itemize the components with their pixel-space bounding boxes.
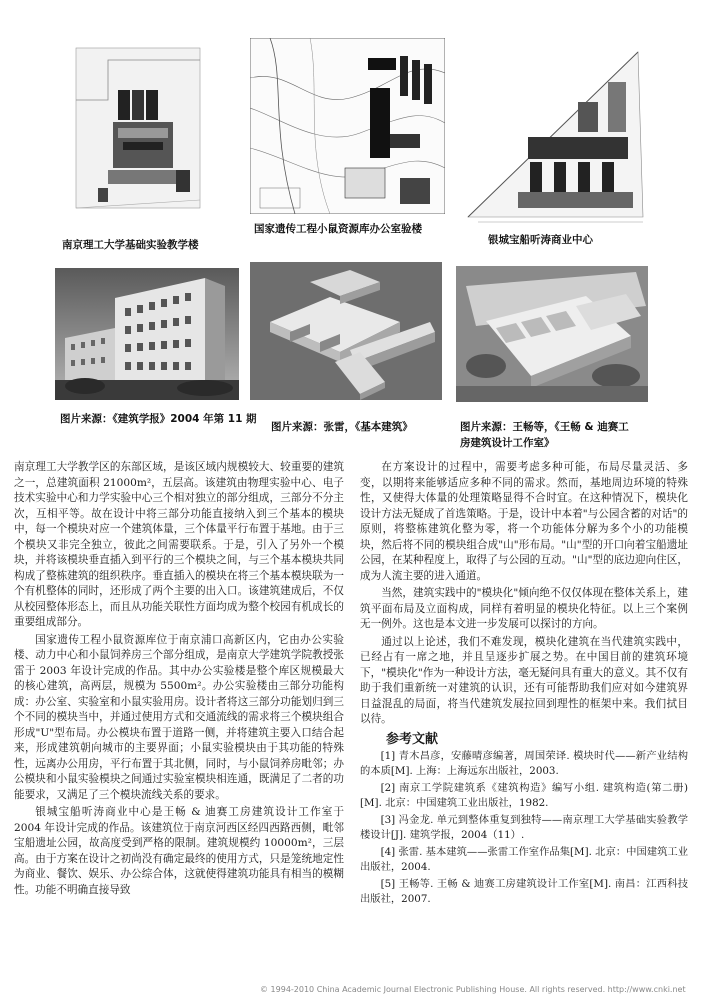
figure-4-caption: 图片来源：《建筑学报》2004 年第 11 期 (60, 413, 257, 425)
paragraph: 国家遗传工程小鼠资源库位于南京浦口高新区内，它由办公实验楼、动力中心和小鼠饲养房三个部分组成，是南京大学建筑学院教授张雷于 2003 年设计完成的作品。其中办公实验楼是整个库区规模最大的核心建筑，高两层，规模为 5500m²。办公实验楼由三部分功能构成：办公室、实验室和小鼠实验用房。设计者将这三部分功能划归到三个不同的模块当中，并通过使用方式和交通流线的需求将三个模块组合形成"U"型布局。办公模块布置于道路一侧，并将建筑主要入口结合起来，形成建筑朝向城市的主要界面；小鼠实验模块由于其功能的特殊性，远离办公用房，平行布置于其北侧，同时，与小鼠饲养房毗邻；办公模块和小鼠实验模块之间通过实验室模块相连通，既满足了二者的功能要求，又满足了三个模块流线关系的要求。 (14, 633, 344, 801)
reference-item: [5] 王畅等. 王畅 & 迪赛工房建筑设计工作室[M]. 南昌：江西科技出版社，2007. (360, 878, 688, 905)
figure-5-caption: 图片来源：张雷，《基本建筑》 (271, 421, 413, 433)
figure-3-site-plan (458, 42, 648, 227)
left-text-column (14, 460, 344, 898)
figure-5-model-photo (250, 262, 442, 400)
paragraph: 南京理工大学教学区的东部区域，是该区域内规模较大、较重要的建筑之一，总建筑面积 21000m²，五层高。该建筑由物理实验中心、电子技术实验中心和力学实验中心三个相对独立的部分组成，三部分不分主次，互相平等。故在设计中将三部分功能直接纳入到三个基本的模块中，每一个模块对应一个建筑体量，三个体量平行布置于基地。由于三个模块又非完全独立，彼此之间需要联系。于是，引入了另外一个模块，并将该模块垂直插入到平行的三个模块之间，与三个基本模块共同构成了整栋建筑的组织秩序。垂直插入的模块在将三个基本模块联为一个有机整体的同时，还形成了两个主要的出入口。该建筑建成后，不仅从校园整体形态上，而且从功能关联性方面均成为整个校园有机成长的重要组成部分。 (14, 461, 344, 628)
reference-item: [3] 冯金龙. 单元到整体重复到独特——南京理工大学基础实验教学楼设计[J]. 建筑学报，2004（11）. (360, 814, 688, 841)
right-text-column (360, 460, 688, 907)
figure-6-caption-line2: 房建筑设计工作室》 (460, 437, 555, 449)
figure-2-caption: 国家遗传工程小鼠资源库办公室验楼 (254, 223, 422, 235)
figure-6-caption-line1: 图片来源：王畅等，《王畅 & 迪赛工 (460, 421, 629, 433)
reference-item: [1] 青木昌彦，安藤晴彦编著，周国荣译. 模块时代——新产业结构的本质[M]. 上海：上海远东出版社，2003. (360, 750, 688, 777)
reference-item: [4] 张雷. 基本建筑——张雷工作室作品集[M]. 北京：中国建筑工业出版社，2004. (360, 846, 688, 873)
paragraph: 在方案设计的过程中，需要考虑多种可能，布局尽量灵活、多变，以期将来能够适应多种不同的需求。然而，基地周边环境的特殊性，又使得大体量的处理策略显得不合时宜。在这种情况下，模块化设计方法无疑成了首选策略。于是，设计中本着"与公园含蓄的对话"的原则，将整栋建筑化整为零，将一个功能体分解为多个小的功能模块，然后将不同的模块组合成"山"形布局。"山"型的开口向着宝船遗址公园，在某种程度上，取得了与公园的互动。"山"型的底边迎向住区，成为人流主要的进入通道。 (360, 461, 688, 582)
figure-2-site-plan (250, 38, 445, 214)
paragraph: 银城宝船听涛商业中心是王畅 & 迪赛工房建筑设计工作室于 2004 年设计完成的作品。该建筑位于南京河西区经四西路西侧，毗邻宝船遗址公园，故高度受到严格的限制。建筑规模约 10000m²，三层高。由于方案在设计之初尚没有确定最终的使用方式，只是笼统地定性为商业、餐饮、娱乐、办公综合体，这就使得建筑功能具有相当的模糊性。功能不明确直接导致 (14, 806, 344, 896)
figure-1-site-plan (68, 40, 208, 220)
figure-6-model-photo (456, 266, 648, 402)
copyright-footer: © 1994-2010 China Academic Journal Electronic Publishing House. All rights reserved. http://www.cnki.net (260, 985, 686, 994)
figure-4-building-photo (55, 268, 239, 400)
paragraph: 当然，建筑实践中的"模块化"倾向绝不仅仅体现在整体关系上，建筑平面布局及立面构成，同样有着明显的模块化特征。以上三个案例无一例外。这也是本文进一步发展可以探讨的方向。 (360, 587, 688, 630)
references-title: 参考文献 (386, 731, 439, 747)
paragraph: 通过以上论述，我们不难发现，模块化建筑在当代建筑实践中，已经占有一席之地，并且呈逐步扩展之势。在中国目前的建筑环境下，"模块化"作为一种设计方法，毫无疑问具有重大的意义。其不仅有助于我们重新统一对建筑的认识，还有可能帮助我们应对如今建筑界日益混乱的局面，将当代建筑发展拉回到理性的框架中来。我们拭目以待。 (360, 635, 688, 725)
figure-3-caption: 银城宝船听涛商业中心 (488, 234, 593, 246)
reference-item: [2] 南京工学院建筑系《建筑构造》编写小组. 建筑构造(第二册)[M]. 北京：中国建筑工业出版社，1982. (360, 782, 688, 809)
figure-1-caption: 南京理工大学基础实验教学楼 (62, 239, 199, 251)
